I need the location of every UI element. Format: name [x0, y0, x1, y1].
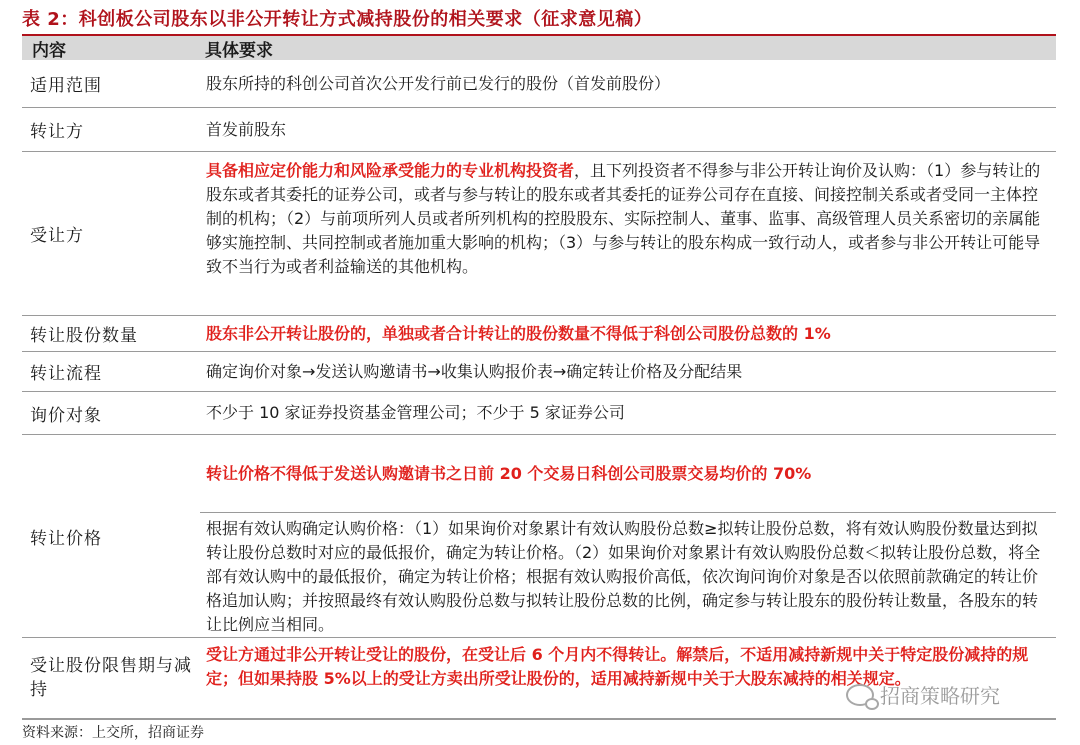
table-header: [22, 34, 1056, 60]
row-label: 适用范围: [30, 76, 102, 96]
highlight-text: 具备相应定价能力和风险承受能力的专业机构投资者: [206, 161, 575, 180]
row-label: 受让方: [30, 226, 84, 246]
row-label: 转让价格: [30, 528, 102, 549]
header-requirements: 具体要求: [205, 40, 273, 61]
wechat-icon: [846, 684, 874, 706]
row-label: 转让流程: [30, 364, 102, 384]
watermark-text: 招商策略研究: [880, 684, 1000, 708]
row-inquiry: [22, 392, 1056, 435]
price-cells: [200, 435, 1056, 637]
row-value: 不少于 10 家证券投资基金管理公司；不少于 5 家证券公司: [206, 403, 625, 422]
table-title: 表 2：科创板公司股东以非公开转让方式减持股份的相关要求（征求意见稿）: [22, 9, 653, 30]
row-quantity: [22, 316, 1056, 352]
highlight-text: 受让方通过非公开转让受让的股份，在受让后 6 个月内不得转让。解禁后，不适用减持新规中关于特定股份减持的规定；但如果持股 5%以上的受让方卖出所受让股份的，适用减持新规中关于大股东减持的相关规定。: [206, 645, 1029, 688]
row-transferor: [22, 108, 1056, 152]
row-label: 转让股份数量: [30, 326, 138, 346]
row-scope: [22, 60, 1056, 108]
row-value: 股东所持的科创公司首次公开发行前已发行的股份（首发前股份）: [206, 73, 671, 93]
row-value: 首发前股东: [206, 119, 287, 139]
row-process: [22, 352, 1056, 392]
row-price: [22, 435, 1056, 638]
highlight-text: 转让价格不得低于发送认购邀请书之日前 20 个交易日科创公司股票交易均价的 70%: [200, 435, 1056, 513]
row-label: 受让股份限售期与减持: [30, 656, 192, 700]
requirements-table: [22, 34, 1056, 720]
highlight-text: 股东非公开转让股份的，单独或者合计转让的股份数量不得低于科创公司股份总数的 1%: [206, 323, 831, 343]
source-note: 资料来源：上交所，招商证券: [22, 725, 204, 741]
row-value: [200, 152, 1056, 315]
row-transferee: [22, 152, 1056, 316]
body-text: 根据有效认购确定认购价格：（1）如果询价对象累计有效认购股份总数≥拟转让股份总数，将有效认购股份数量达到拟转让股份总数时对应的最低报价，确定为转让价格。（2）如果询价对象累计有效认购股份总数＜拟转让股份总数，将全部有效认购中的最低报价，确定为转让价格；根据有效认购报价高低，依次询问询价对象是否以依照前款确定的转让价格追加认购；并按照最终有效认购股份总数与拟转让股份总数的比例，确定参与转让股东的股份转让数量，各股东的转让比例应当相同。: [206, 519, 1041, 634]
body-text: ，且下列投资者不得参与非公开转让询价及认购：（1）参与转让的股东或者其委托的证券公司，或者与参与转让的股东或者其委托的证券公司存在直接、间接控制关系或者受同一主体控制的机构；（2）与前项所列人员或者所列机构的控股股东、实际控制人、董事、监事、高级管理人员关系密切的亲属能够实施控制、共同控制或者施加重大影响的机构；（3）与参与转让的股东构成一致行动人，或者参与非公开转让可能导致不当行为或者利益输送的其他机构。: [206, 161, 1041, 276]
row-value: 确定询价对象→发送认购邀请书→收集认购报价表→确定转让价格及分配结果: [206, 361, 743, 381]
row-label: 转让方: [30, 122, 84, 142]
row-label: 询价对象: [30, 405, 102, 426]
header-content: 内容: [32, 40, 66, 61]
watermark: [846, 680, 1000, 709]
